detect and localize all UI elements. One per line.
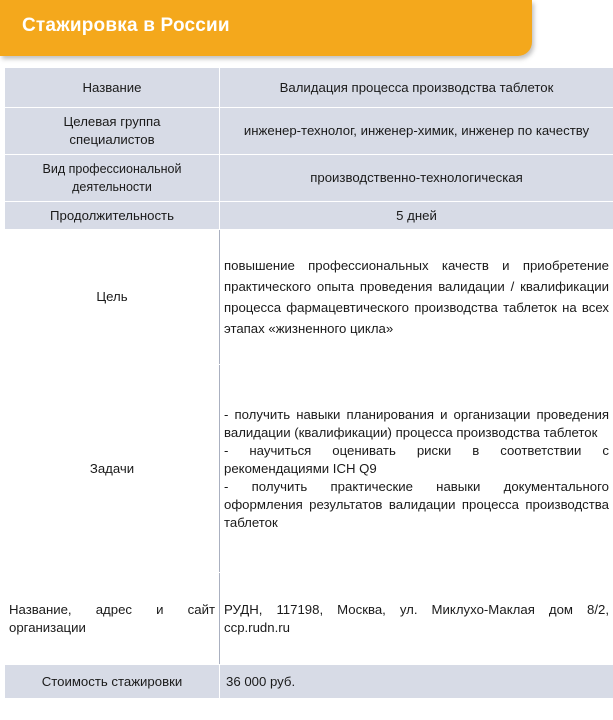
header-banner [0, 0, 532, 56]
row-label-tasks: Задачи [5, 365, 220, 573]
row-value-duration: 5 дней [220, 202, 613, 230]
table-row-organization [5, 573, 613, 665]
row-value-tasks: - получить навыки планирования и организации проведения валидации (квалификации) процесса производства таблеток - научиться оценивать риски в соответствии с рекомендациями ICH Q9 - получить практические навыки документального оформления результатов валидации процесса производства таблеток [220, 365, 613, 573]
row-value-target-group: инженер-технолог, инженер-химик, инженер по качеству [220, 108, 613, 155]
row-label-name: Название [5, 68, 220, 108]
row-value-cost: 36 000 руб. [220, 665, 613, 699]
row-value-name: Валидация процесса производства таблеток [220, 68, 613, 108]
internship-info-table [5, 67, 613, 699]
row-value-organization: РУДН, 117198, Москва, ул. Миклухо-Маклая дом 8/2, ccp.rudn.ru [220, 573, 613, 665]
row-label-activity-type: Вид профессиональной деятельности [5, 155, 220, 202]
row-label-organization: Название, адрес и сайт организации [5, 573, 220, 665]
table-row-name [5, 68, 613, 108]
row-label-goal: Цель [5, 230, 220, 365]
table-row-cost [5, 665, 613, 699]
table-row-duration [5, 202, 613, 230]
page-title: Стажировка в России [22, 15, 230, 36]
table-row-activity-type [5, 155, 613, 202]
row-label-cost: Стоимость стажировки [5, 665, 220, 699]
row-value-activity-type: производственно-технологическая [220, 155, 613, 202]
row-value-goal: повышение профессиональных качеств и приобретение практического опыта проведения валидации / квалификации процесса фармацевтического производства таблеток на всех этапах «жизненного цикла» [220, 230, 613, 365]
table-row-target-group [5, 108, 613, 155]
row-label-duration: Продолжительность [5, 202, 220, 230]
table-row-tasks [5, 365, 613, 573]
table-row-goal [5, 230, 613, 365]
row-label-target-group: Целевая группа специалистов [5, 108, 220, 155]
